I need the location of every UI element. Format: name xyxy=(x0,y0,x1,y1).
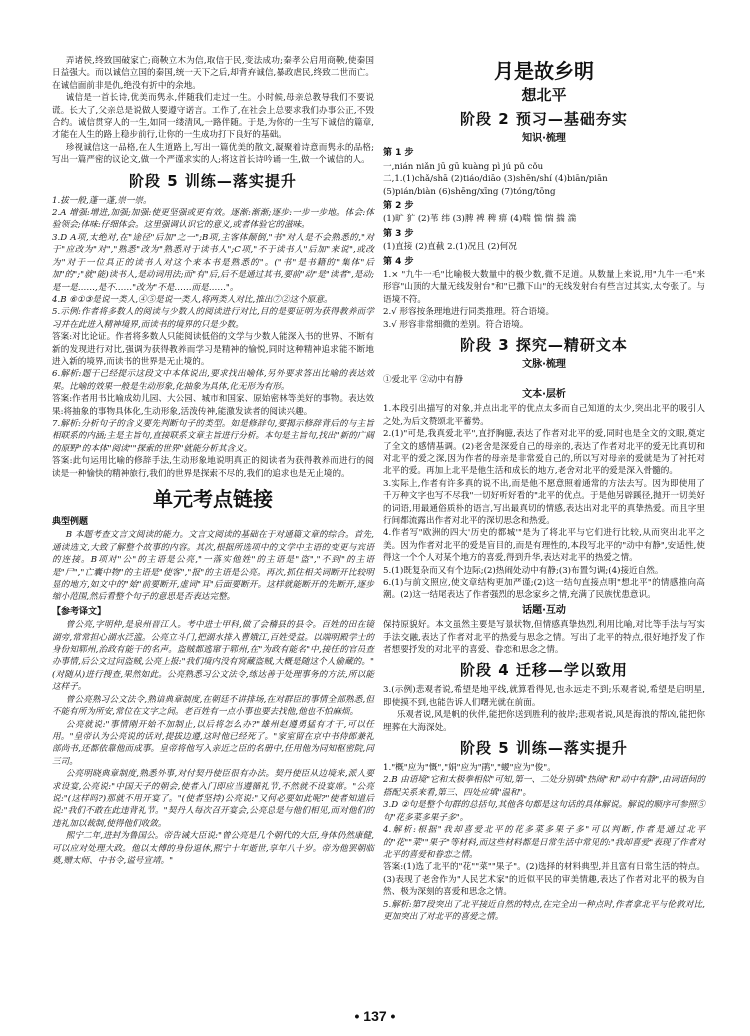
step1-line: 一,nián niǎn jū gū kuàng pì jú pǔ cǒu xyxy=(383,161,544,172)
step1-heading: 第 1 步 xyxy=(383,148,414,159)
answer-item: 3.D ②句是整个句群的总括句,其他各句都是这句话的具体解说。解说的顺序可参照⑤句"花多菜多果子多"。 xyxy=(383,800,705,823)
example-heading: 典型例题 xyxy=(52,517,89,527)
stage5-answers xyxy=(52,195,374,480)
example-paragraph: B 本题考查文言文阅读的能力。文言文阅读的基础在于对通篇文章的综合。首先,通读选文,大致了解整个故事的内容。其次,根据所选项中的文学中主语的变更与宾语的连接。B项对"公"的主语是公亮,"一落实他姓"的主语是"盗","不到"的主语是"尸","亡囊中物"的主语是"使客","报"的主语是公亮。再次,抓住相关词断开比较明显的地方,如文中的"始"前要断开,虚词"耳"后面要断开。这样就能断开的先断开,逐步缩小范围,然后看整个句子的意思是否表达完整。 xyxy=(52,530,374,603)
paragraph: 公亮就说:"事情刚开始不加制止,以后将怎么办?"雄州赵遵勇猛有才干,可以任用。"皇帝认为公亮说的话对,提拔边遵,这时他已经死了。"家室留在京中书侍郎兼礼部尚书,还都依靠他而成事。皇帝将他写入亲近之臣的名册中,任用他为同知枢密院,同三司。 xyxy=(52,719,374,767)
step4-line: 3.√ 形容非常细微的差别。符合语境。 xyxy=(383,319,529,330)
paragraph: 熙宁二年,进封为鲁国公。帝告诫大臣说:"曾公亮是几个朝代的大臣,身体仍然康健,可以应对处理大政。他以太傅的身份退休,熙宁十年逝世,享年八十岁。帝为他罢朝临奠,赠太师、中书令,谥号宣靖。" xyxy=(52,831,374,866)
interaction-paragraph: 保持原貌好。本文虽然主要是写景状物,但情感真挚热烈,利用比喻,对比等手法与写实手法交融,表达了作者对北平的热爱与思念之情。写出了北平的特点,很好地抒发了作者想要抒发的对北平的喜爱、眷恋和思念之情。 xyxy=(383,620,705,656)
text-answer: 1.本段引出描写的对象,并点出北平的优点太多而自己知道的太少,突出北平的吸引人之处,为后文赞颂北平蓄势。 xyxy=(383,404,705,427)
answer-item: 2.B 由语境"它和太极拳相似"可知,第一、二处分别填"热闹"和"动中有静",由词语间的搭配关系来看,第三、四处应填"温和"。 xyxy=(383,775,705,798)
answer-item: 4.解析:根据"我却喜爱北平的花多菜多果子多"可以判断,作者是通过北平的"花""菜""果子"等材料,而这些材料都是日常生活中常见的:"我却喜爱"表现了作者对北平的喜爱和眷恋之情。 xyxy=(383,825,705,860)
text-answer: 4.作者写"欧洲的四大'历史的都城'"是为了将北平与它们进行比较,从而突出北平之美。因为作者对北平的爱是盲目的,而是有理性的,本段写北平的"动中有静",安适性,使得这一个个人对某个地方的喜爱,得到升华,表达对北平的热爱之情。 xyxy=(383,528,705,564)
step4-line: 2.√ 形容按条理地进行同类推理。符合语境。 xyxy=(383,307,555,318)
step2-heading: 第 2 步 xyxy=(383,201,414,212)
interaction-heading: 话题·互动 xyxy=(522,604,566,616)
lesson-title: 月是故乡明 xyxy=(494,59,594,83)
paragraph: 曾公亮熟习公文法令,熟谙典章制度,在朝廷不讲排场,在对群臣的事情全部熟悉,但不能有所为所安,常位在文字之间。老百姓有一点小事也要去找他,他也不怕麻烦。 xyxy=(52,694,374,718)
translation-heading: 【参考译文】 xyxy=(52,606,107,617)
stage4-paragraph: 3.(示例)悲观者说,希望是地平线,就算看得见,也永远走不到;乐观者说,希望是启明星,即使摸不到,也能告诉人们曙光就在前面。 xyxy=(383,685,705,708)
right-column xyxy=(383,55,705,923)
paragraph: 曾公亮,字明仲,是泉州晋江人。考中进士甲科,做了会稽县的县令。百姓的田在镜湖旁,常常担心湖水泛滥。公亮立斗门,把湖水排入曹娥江,百姓受益。以端明殿学士的身份知郓州,治政有能干的名声。盗贼都逃窜于郓州,在"为政有能名"中,接任的官员查办事情,后公文过问盗贼,公亮上报:"我们境内没有窝藏盗贼,大概是随这个人偷藏的。"(对随从)进行搜查,果然如此。公亮熟悉习公文法令,练达善于处理事务的方法,所以能这样子。 xyxy=(52,620,374,693)
answer-item: 6.解析:题干已经提示这段文中本体说出,要求找出喻体,另外要求答出比喻的表达效果。比喻的效果一般是生动形象,化抽象为具体,化无形为有形。 xyxy=(52,369,374,392)
answer-item: 5.解析:第7段突出了北平接近自然的特点,在完全出一种点时,作者拿北平与伦敦对比,更加突出了对北平的喜爱之情。 xyxy=(383,899,705,922)
stage4-paragraph: 乐观者说,风是帆的伙伴,能把你送到胜利的彼岸;悲观者说,风是海浪的帮凶,能把你埋葬在大海深处。 xyxy=(383,710,705,733)
answer-item: 3.D A项,太绝对,在"途径"后加"之一";B项,主客体颠倒,"书"对人是不会熟悉的,"对于"应改为"对","熟悉"改为"熟悉对于读书人";C项,"不于读书人"后加"来说",或改为"对于一位具正的读书人对这个来本书是熟悉的"。("书"是书籍的"集体"后加"的";"就"能)读书人,是动词用法;而"有"后,后不是通过其书,要前"动"是"读者",是动;是一是……,是不……"改为"不是……而是……"。 xyxy=(52,232,374,293)
intro-text xyxy=(52,55,374,167)
step3-heading: 第 3 步 xyxy=(383,228,414,239)
stage3-heading: 阶段 3 探究—精研文本 xyxy=(460,336,628,355)
answer-item: 答案:此句运用比喻的修辞手法,生动形象地说明真正的阅读者为获得教养而进行的阅读是一种愉快的精神旅行,我们的世界是探索不尽的,我们的追求也是无止境的。 xyxy=(52,456,374,479)
text-answer: 2.(1)"可是,我真爱北平",直抒胸臆,表达了作者对北平的爱,同时也是全文的文眼,奠定了全文的感情基调。(2)老舍是深爱自己的母亲的,表达了作者对北平的爱无比真切和对北平的爱之深,因为作者的母亲是非常爱自己的,所以写对母亲的爱就是为了衬托对北平的爱。再加上北平是他生活和成长的地方,老舍对北平的爱是深入骨髓的。 xyxy=(383,429,705,477)
answer-item: 7.解析:分析句子的含义要先判断句子的类型。如是修辞句,要揭示修辞背后的与主旨相联系的内涵;主是主旨句,直接联系文章主旨进行分析。本句是主旨句,找出"新的广阔的原野"的本体"阅读""探索的世界"就能分析其含义。 xyxy=(52,418,374,454)
page-number: • 137 • xyxy=(354,1008,396,1024)
stage2-heading: 阶段 2 预习—基础夯实 xyxy=(460,110,628,128)
answer-item: 2.A 增强:增进,加强;加强:使更坚强或更有效。逐渐:渐渐;逐步:一步一步地。体会:体验领会;体味:仔细体会。这里强调认识它的意义,或者体验它的滋味。 xyxy=(52,208,374,231)
lesson-subtitle: 想北平 xyxy=(521,86,567,104)
answer-item: 答案:(1)选了北平的"花""菜""果子"。(2)选择的材料典型,并且富有日常生活的特点。(3)表现了老舍作为"人民艺术家"的近似平民的审美情趣,表达了作者对北平的极为自然、极为深刻的喜爱和思念之情。 xyxy=(383,862,705,898)
unit-heading: 单元考点链接 xyxy=(153,487,273,511)
step4-heading: 第 4 步 xyxy=(383,256,414,267)
answer-item: 答案:作者用书比喻成幼儿园、大公园、城市和国家、原始密林等美好的事物。表达效果:将抽象的事物具体化,生动形象,活泼传神,能激发读者的阅读兴趣。 xyxy=(52,394,374,417)
stage5-right-answers xyxy=(383,762,705,923)
context-line: ①爱北平 ②动中有静 xyxy=(383,374,464,385)
paragraph: 弄诸侯,终致国破家亡;商鞅立木为信,取信于民,变法成功;秦孝公启用商鞅,使秦国日益强大。而以诚信立国的秦国,统一天下之后,却背弃诚信,暴政虐民,终致二世而亡。在诚信面前非是仇,绝没有折中的余地。 xyxy=(52,56,374,91)
answer-item: 4.B ⑥①③是说一类人,④⑤是说一类人,将两类人对比,推出⑦②这个原意。 xyxy=(52,294,333,305)
stage5-heading: 阶段 5 训练—落实提升 xyxy=(129,171,297,190)
paragraph: 诚信是一首长诗,优美而隽永,伴随我们走过一生。小时候,母亲总教导我们不要说谎。长大了,父亲总是说做人要遵守诺言。工作了,在社会上总要求我们办事公正,不毁合约。诚信贯穿人的一生,如同一缕清风,一路伴随。于是,为你的一生写下诚信的篇章,才能在人生的路上稳步前行,让你的一生成功打下良好的基础。 xyxy=(52,93,374,141)
text-answer: 6.(1)与前文照应,使文章结构更加严谨;(2)这一结句直接点明"想北平"的情感推向高潮。(2)这一结尾表达了作者强烈的思念家乡之情,充满了民族忧患意识。 xyxy=(383,578,705,601)
step2-line: (1)旷 犷 (2)苇 纬 (3)脾 裨 稗 痹 (4)喘 惴 惴 揣 湍 xyxy=(383,214,577,225)
stage4-heading: 阶段 4 迁移—学以致用 xyxy=(460,661,628,680)
step4-line: 1.× "九牛一毛"比喻极大数量中的极少数,微不足道。从数量上来说,用"九牛一毛"来形容"山顶的大量无线发射台"和"已撒下山"的无线发射台有些言过其实,太夸张了。与语境不符。 xyxy=(383,270,705,305)
text-answer: 3.实际上,作者有许多真的说不出,而是他不愿意照着通常的方法去写。因为即使用了千万种文字也写不尽我"一切好听好看的"北平的优点。于是他另辟蹊径,抛开一切美好的词语,用最通俗质朴的语言,写出最真切的情感,表达出对北平的真挚热爱。而且字里行间都流露出作者对北平的深切思念和热爱。 xyxy=(383,478,705,526)
translation-text xyxy=(52,619,374,867)
knowledge-heading: 知识·梳理 xyxy=(522,133,566,144)
context-heading: 文脉·梳理 xyxy=(522,359,566,371)
paragraph: 珍视诚信这一品格,在人生道路上,写出一篇优美的散文,凝聚着诗意而隽永的品格;写出一篇严密的议论文,做一个严谨求实的人;将这首长诗吟诵一生,做一个诚信的人。 xyxy=(52,142,374,166)
paragraph: 公亮明晓典章制度,熟悉外事,对付契丹使臣很有办法。契丹使臣从边境来,派人要求设宴,公亮说:"中国天子的朝会,使者入门即应当遵循礼节,不然就不设宴席。"公亮说:"(这样吗?)那就不用开宴了。"(使者坚持)公亮说:"又何必要如此呢?"使者知道后说:"我们不敢在此违背礼节。"契丹人每次召开宴会,公亮总是与他们相见,而对他们的违礼加以裁制,使得他们收敛。 xyxy=(52,769,374,829)
text-answer: 5.(1)既复杂而又有个边际;(2)热闹处动中有静;(3)布置匀调;(4)接近自然。 xyxy=(383,565,664,576)
text-analysis-heading: 文本·层析 xyxy=(522,388,566,400)
step1-line: 二,1.(1)chǎ/shā (2)tiáo/diāo (3)shēn/shí (4)biān/piān xyxy=(383,174,608,185)
step3-line: (1)直接 (2)直截 2.(1)况且 (2)何况 xyxy=(383,242,517,253)
answer-item: 1."概"应为"慨","娟"应为"鹃","蝬"应为"俊"。 xyxy=(383,763,556,774)
answer-item: 5.示例:作者将多数人的阅读与少数人的阅读进行对比,目的是要证明为获得教养而学习并在此进入精神境界,而读书的境界的只是少数。 xyxy=(52,307,374,330)
answer-item: 答案:对比论证。作者将多数人只能阅读低俗的文学与少数人能深入书的世界、不断有新的发现进行对比,强调为获得教养而学习是精神的愉悦,同时这种精神追求能不断地进入新的境界,而读书的世界是无止境的。 xyxy=(52,332,374,367)
left-column xyxy=(52,55,374,867)
stage5-right-heading: 阶段 5 训练—落实提升 xyxy=(460,739,628,758)
answer-item: 1.拔一般,蓬一蓬,崇一崇。 xyxy=(52,195,152,206)
step1-line: (5)pián/biàn (6)shēng/xīng (7)tóng/tōng xyxy=(383,186,556,197)
